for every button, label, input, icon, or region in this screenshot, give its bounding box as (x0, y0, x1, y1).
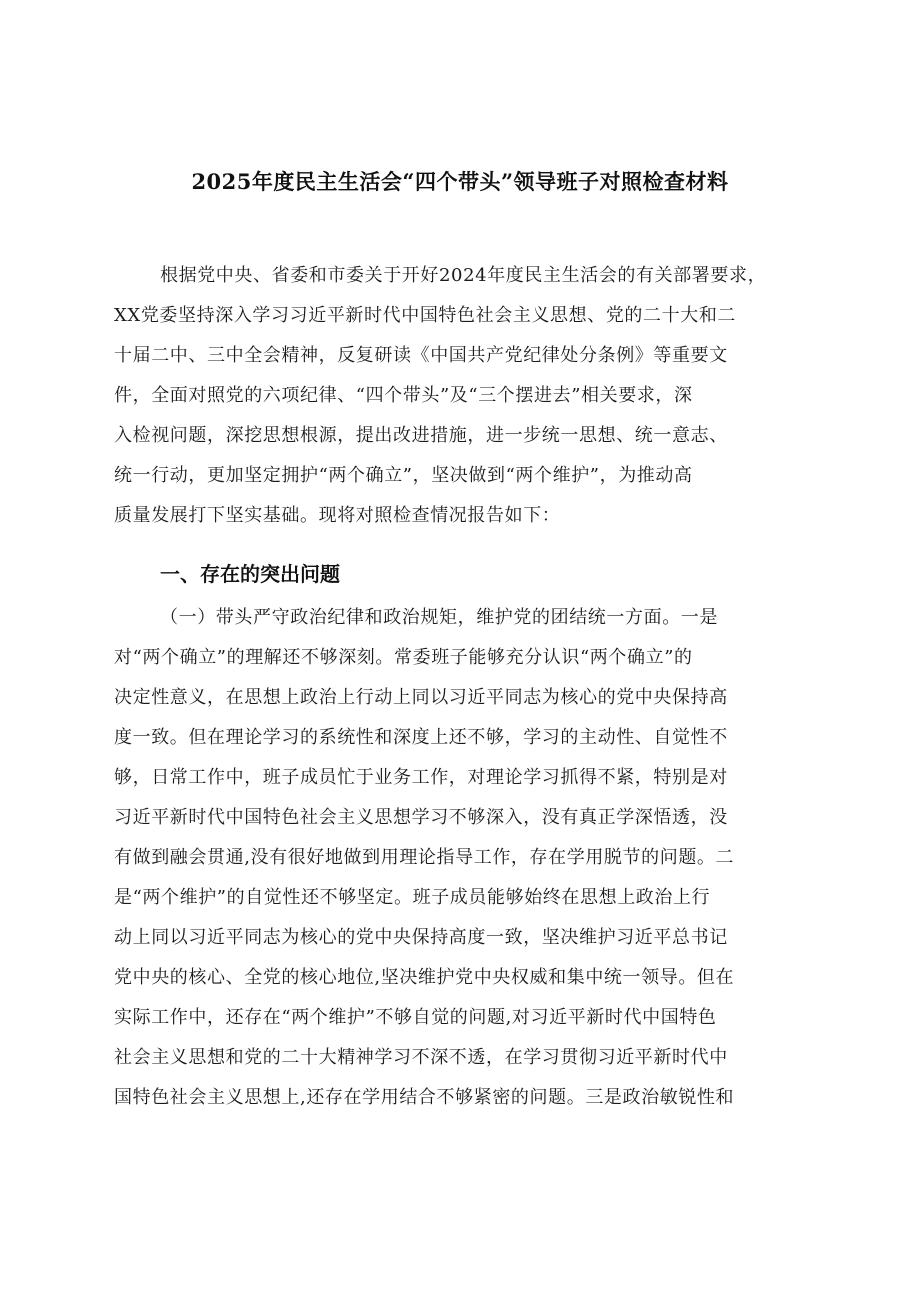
section-line: 动上同以习近平同志为核心的党中央保持高度一致，坚决维护习近平总书记 (114, 927, 728, 948)
section-line: 是“两个维护”的自觉性还不够坚定。班子成员能够始终在思想上政治上行 (114, 887, 711, 908)
section-line: 对“两个确立”的理解还不够深刻。常委班子能够充分认识“两个确立”的 (114, 647, 693, 668)
intro-line: 质量发展打下坚实基础。现将对照检查情况报告如下： (114, 505, 561, 526)
intro-paragraph (114, 256, 834, 536)
section-line: 习近平新时代中国特色社会主义思想学习不够深入，没有真正学深悟透，没 (114, 807, 728, 828)
section-heading: 一、存在的突出问题 (160, 562, 340, 586)
section-line: （一）带头严守政治纪律和政治规矩，维护党的团结统一方面。一是 (160, 607, 718, 628)
intro-line: 入检视问题，深挖思想根源，提出改进措施，进一步统一思想、统一意志、 (114, 425, 728, 446)
section-line: 度一致。但在理论学习的系统性和深度上还不够，学习的主动性、自觉性不 (114, 727, 728, 748)
section-paragraph (114, 598, 834, 1118)
section-line: 国特色社会主义思想上,还存在学用结合不够紧密的问题。三是政治敏锐性和 (114, 1087, 735, 1108)
intro-line: 统一行动，更加坚定拥护“两个确立”，坚决做到“两个维护”，为推动高 (114, 465, 693, 486)
intro-line: 根据党中央、省委和市委关于开好2024年度民主生活会的有关部署要求， (160, 265, 767, 286)
section-line: 决定性意义，在思想上政治上行动上同以习近平同志为核心的党中央保持高 (114, 687, 728, 708)
intro-line: 十届二中、三中全会精神，反复研读《中国共产党纪律处分条例》等重要文 (114, 345, 728, 366)
intro-line: 件，全面对照党的六项纪律、“四个带头”及“三个摆进去”相关要求，深 (114, 385, 693, 406)
section-line: 够，日常工作中，班子成员忙于业务工作，对理论学习抓得不紧，特别是对 (114, 767, 728, 788)
intro-line: XX党委坚持深入学习习近平新时代中国特色社会主义思想、党的二十大和二 (114, 305, 737, 326)
section-line: 实际工作中，还存在“两个维护”不够自觉的问题,对习近平新时代中国特色 (114, 1007, 717, 1028)
section-line: 有做到融会贯通,没有很好地做到用理论指导工作，存在学用脱节的问题。二 (114, 847, 735, 868)
section-line: 社会主义思想和党的二十大精神学习不深不透，在学习贯彻习近平新时代中 (114, 1047, 728, 1068)
document-title: 2025年度民主生活会“四个带头”领导班子对照检查材料 (191, 169, 729, 194)
section-line: 党中央的核心、全党的核心地位,坚决维护党中央权威和集中统一领导。但在 (114, 967, 735, 988)
